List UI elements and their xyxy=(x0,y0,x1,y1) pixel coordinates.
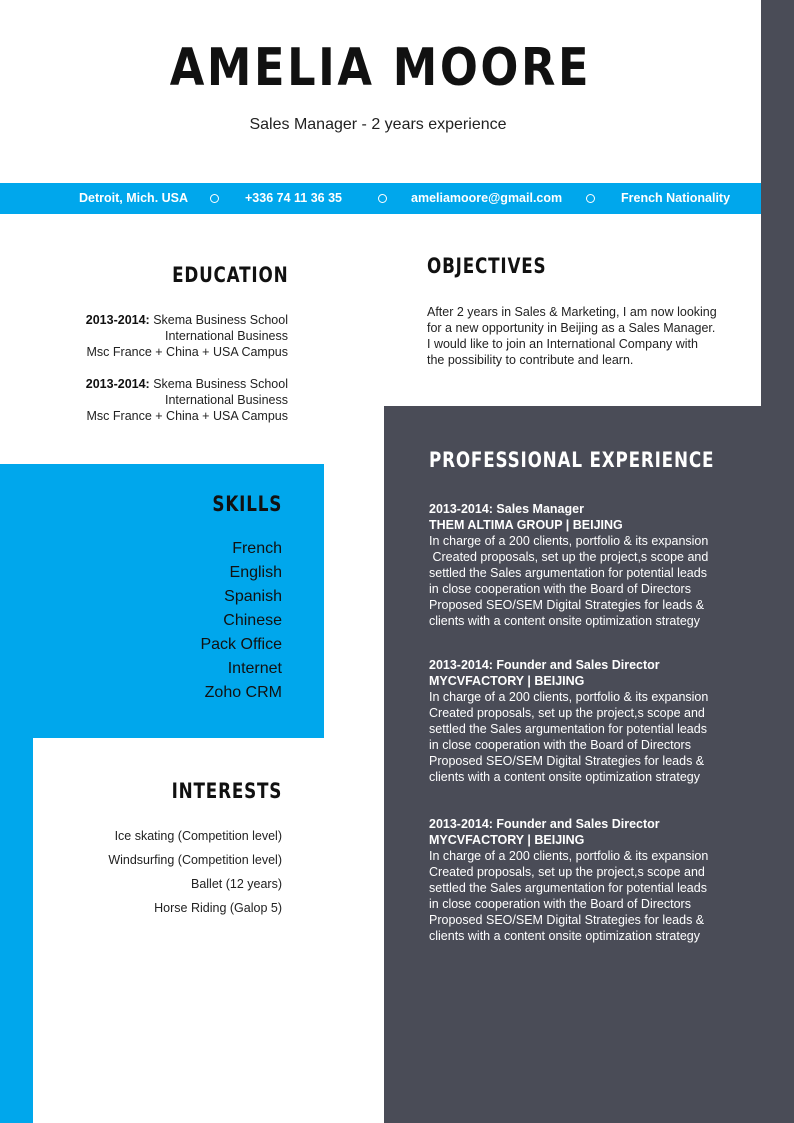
experience-company: THEM ALTIMA GROUP | BEIJING xyxy=(429,518,623,532)
candidate-name: AMELIA MOORE xyxy=(169,38,592,98)
experience-line: Proposed SEO/SEM Digital Strategies for leads & xyxy=(429,913,705,927)
experience-line: Created proposals, set up the project,s scope and xyxy=(429,706,705,720)
experience-line: In charge of a 200 clients, portfolio & its expansion xyxy=(429,849,709,863)
education-campus: Msc France + China + USA Campus xyxy=(86,345,288,359)
interests-heading: INTERESTS xyxy=(171,779,282,803)
experience-line: In charge of a 200 clients, portfolio & its expansion xyxy=(429,690,709,704)
skill-item: Spanish xyxy=(224,588,282,605)
education-campus: Msc France + China + USA Campus xyxy=(86,409,288,423)
education-heading: EDUCATION xyxy=(171,263,288,287)
experience-line: settled the Sales argumentation for potential leads xyxy=(429,722,707,736)
separator-dot-icon xyxy=(378,194,387,203)
skill-item: Pack Office xyxy=(200,636,282,653)
experience-line: Proposed SEO/SEM Digital Strategies for leads & xyxy=(429,598,705,612)
interest-item: Horse Riding (Galop 5) xyxy=(154,901,282,915)
experience-entry xyxy=(429,501,749,629)
separator-dot-icon xyxy=(210,194,219,203)
education-school: Skema Business School xyxy=(153,313,288,327)
experience-title: 2013-2014: Sales Manager xyxy=(429,502,584,516)
experience-line: in close cooperation with the Board of Directors xyxy=(429,897,691,911)
contact-email[interactable]: ameliamoore@gmail.com xyxy=(411,191,563,205)
education-entry xyxy=(86,376,288,424)
skills-heading: SKILLS xyxy=(212,492,282,516)
objectives-line: I would like to join an International Company with xyxy=(427,337,698,351)
objectives-heading: OBJECTIVES xyxy=(427,254,547,278)
interests-list xyxy=(108,824,282,920)
experience-line: clients with a content onsite optimization strategy xyxy=(429,929,700,943)
contact-nationality: French Nationality xyxy=(621,191,731,205)
experience-company: MYCVFACTORY | BEIJING xyxy=(429,833,585,847)
experience-line: in close cooperation with the Board of Directors xyxy=(429,582,691,596)
education-school: Skema Business School xyxy=(153,377,288,391)
experience-line: settled the Sales argumentation for potential leads xyxy=(429,881,707,895)
experience-line: Created proposals, set up the project,s scope and xyxy=(429,865,705,879)
objectives-line: After 2 years in Sales & Marketing, I am now looking xyxy=(427,305,717,319)
skill-item: Chinese xyxy=(223,612,282,629)
experience-line: clients with a content onsite optimization strategy xyxy=(429,770,700,784)
separator-dot-icon xyxy=(586,194,595,203)
interest-item: Ice skating (Competition level) xyxy=(114,829,282,843)
experience-line: in close cooperation with the Board of Directors xyxy=(429,738,691,752)
experience-entry xyxy=(429,657,749,785)
education-years: 2013-2014: xyxy=(85,377,150,391)
skills-list xyxy=(200,537,282,705)
candidate-subtitle: Sales Manager - 2 years experience xyxy=(249,116,507,133)
experience-line: Proposed SEO/SEM Digital Strategies for leads & xyxy=(429,754,705,768)
experience-line: settled the Sales argumentation for potential leads xyxy=(429,566,707,580)
contact-location: Detroit, Mich. USA xyxy=(79,191,189,205)
education-years: 2013-2014: xyxy=(85,313,150,327)
skill-item: English xyxy=(229,564,282,581)
experience-line: clients with a content onsite optimization strategy xyxy=(429,614,700,628)
education-program: International Business xyxy=(165,329,288,343)
interest-item: Ballet (12 years) xyxy=(190,877,282,891)
experience-line: In charge of a 200 clients, portfolio & its expansion xyxy=(429,534,709,548)
experience-company: MYCVFACTORY | BEIJING xyxy=(429,674,585,688)
experience-title: 2013-2014: Founder and Sales Director xyxy=(429,817,660,831)
experience-heading: PROFESSIONAL EXPERIENCE xyxy=(429,448,715,472)
experience-title: 2013-2014: Founder and Sales Director xyxy=(429,658,660,672)
experience-line: Created proposals, set up the project,s scope and xyxy=(429,550,709,564)
objectives-text xyxy=(427,304,737,368)
skill-item: French xyxy=(232,540,282,557)
interest-item: Windsurfing (Competition level) xyxy=(108,853,282,867)
objectives-line: for a new opportunity in Beijing as a Sales Manager. xyxy=(427,321,716,335)
skill-item: Zoho CRM xyxy=(204,684,282,701)
objectives-line: the possibility to contribute and learn. xyxy=(427,353,634,367)
skill-item: Internet xyxy=(227,660,282,677)
experience-entry xyxy=(429,816,749,944)
education-program: International Business xyxy=(165,393,288,407)
contact-phone[interactable]: +336 74 11 36 35 xyxy=(245,191,342,205)
education-entry xyxy=(86,312,288,360)
